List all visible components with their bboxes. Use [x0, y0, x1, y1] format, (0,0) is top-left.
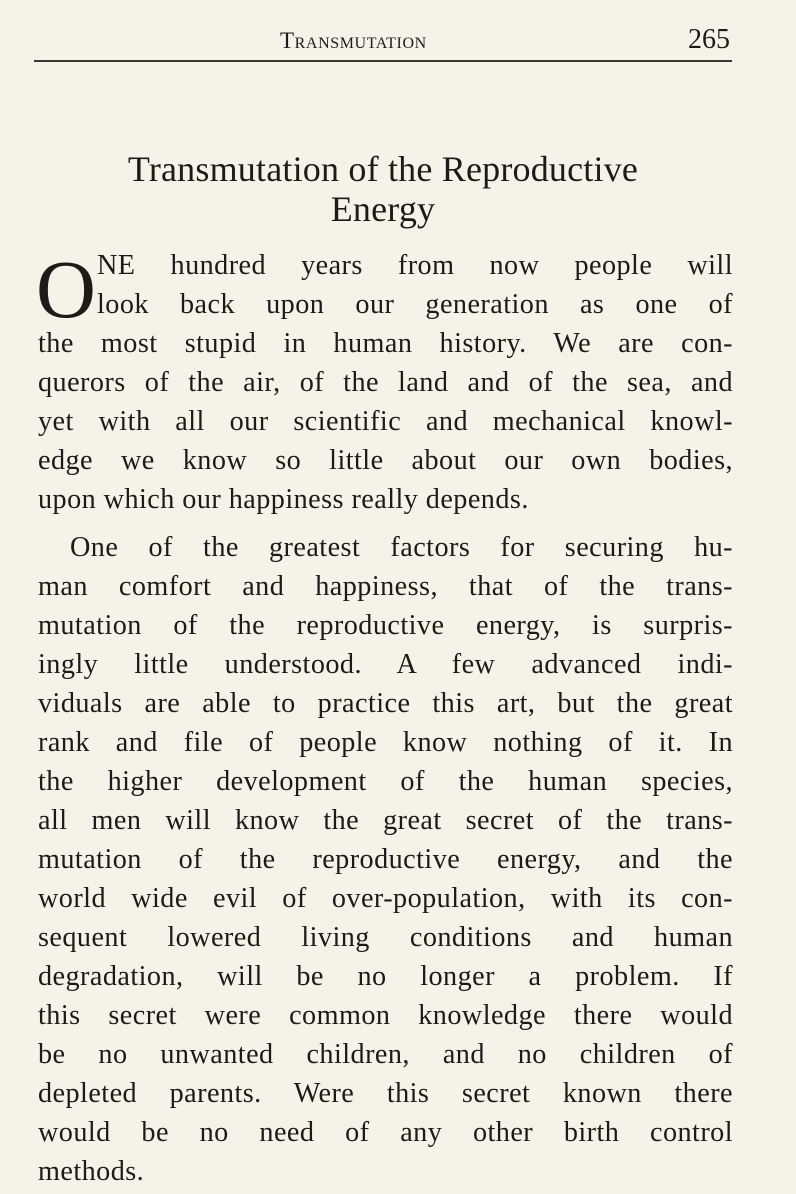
text-line: mutation of the reproductive energy, is surpris-: [38, 610, 733, 641]
text-line: sequent lowered living conditions and human: [38, 922, 733, 953]
body-text: [36, 243, 733, 1191]
text-line: rank and file of people know nothing of it. In: [38, 727, 733, 758]
paragraph-gap: [38, 519, 733, 528]
text-line: yet with all our scientific and mechanical knowl-: [38, 406, 733, 437]
text-line: upon which our happiness really depends.: [38, 484, 529, 515]
running-header: [34, 22, 732, 62]
text-line: methods.: [38, 1156, 145, 1187]
chapter-title-line-2: Energy: [330, 189, 436, 229]
text-line: would be no need of any other birth control: [38, 1117, 733, 1148]
page-number: 265: [688, 24, 730, 55]
chapter-title: [34, 149, 732, 229]
text-line: edge we know so little about our own bodies,: [38, 445, 733, 476]
text-line: man comfort and happiness, that of the trans-: [38, 571, 733, 602]
text-line: querors of the air, of the land and of the sea, and: [38, 367, 733, 398]
text-line: depleted parents. Were this secret known there: [38, 1078, 733, 1109]
text-line: mutation of the reproductive energy, and the: [38, 844, 733, 875]
text-line: ingly little understood. A few advanced indi-: [38, 649, 733, 680]
text-line: be no unwanted children, and no children of: [38, 1039, 733, 1070]
paragraph-2: [38, 528, 733, 1191]
running-title: Transmutation: [280, 28, 427, 53]
text-line: the higher development of the human species,: [38, 766, 733, 797]
chapter-title-line-1: Transmutation of the Reproductive: [127, 149, 639, 189]
text-line: viduals are able to practice this art, but the great: [38, 688, 733, 719]
text-line: the most stupid in human history. We are con-: [38, 328, 733, 359]
text-line: world wide evil of over-population, with its con-: [38, 883, 733, 914]
text-line: all men will know the great secret of the trans-: [38, 805, 733, 836]
text-line: degradation, will be no longer a problem. If: [38, 961, 733, 992]
drop-cap: O: [36, 243, 96, 335]
text-line: look back upon our generation as one of: [97, 289, 733, 320]
text-line: NE hundred years from now people will: [97, 250, 733, 281]
text-line: One of the greatest factors for securing hu-: [70, 532, 733, 563]
paragraph-1: [36, 243, 733, 519]
text-line: this secret were common knowledge there would: [38, 1000, 733, 1031]
